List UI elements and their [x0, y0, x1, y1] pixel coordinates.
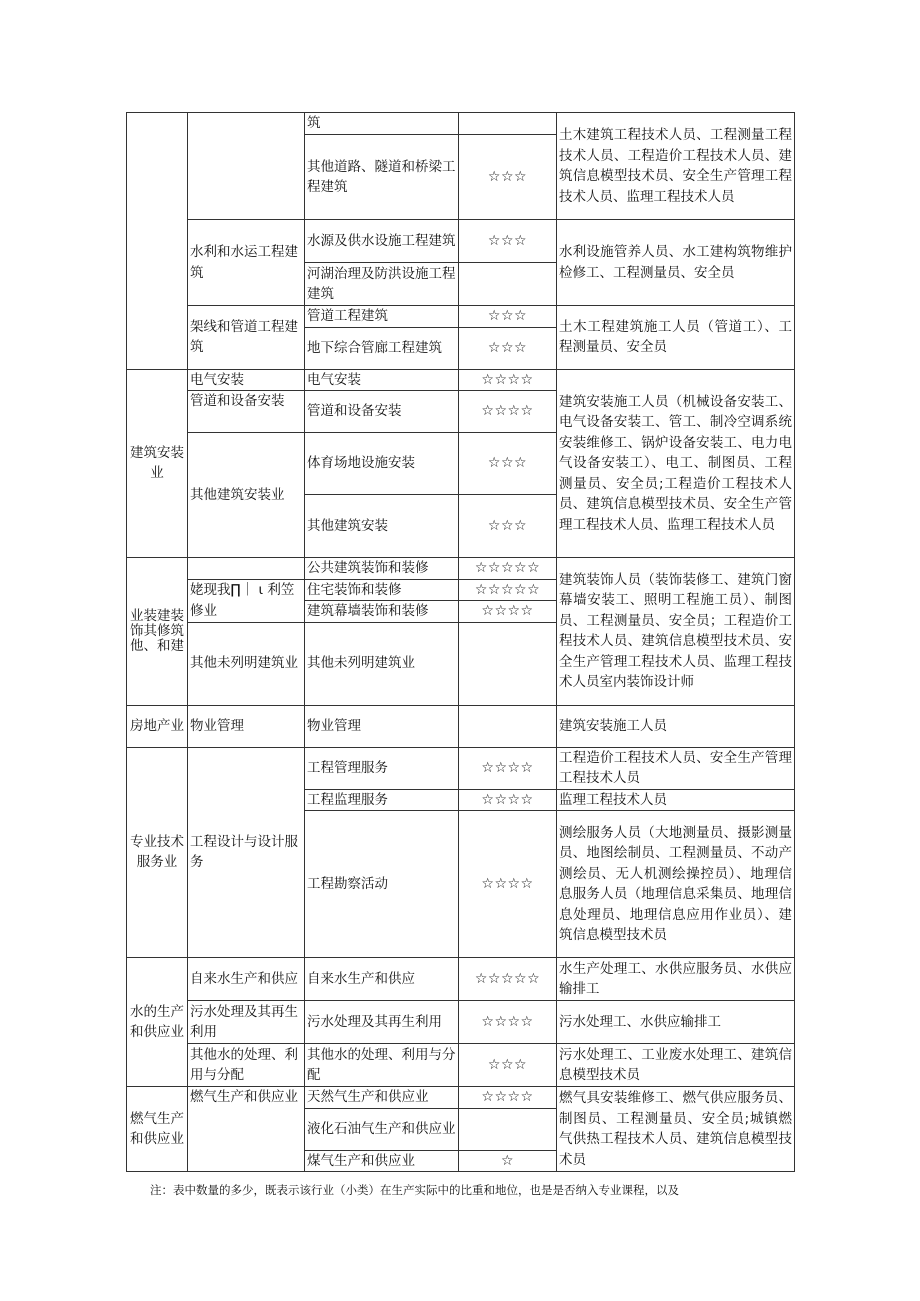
table-row [127, 369, 795, 391]
industry-cell: 建筑幕墙装饰和装修 [305, 601, 459, 623]
occupation-cell: 建筑装饰人员（装饰装修工、建筑门窗幕墙安装工、照明工程施工员）、制图员、工程测量员、安全员；工程造价工程技术人员、建筑信息模型技术员、安全生产管理工程技术人员、监理工程技术人员室内装饰设计师 [557, 558, 795, 706]
industry-cell: 其他建筑安装 [305, 495, 459, 558]
rating-cell [459, 1108, 557, 1150]
rating-cell: ☆☆☆ [459, 306, 557, 328]
industry-cell: 工程勘察活动 [305, 811, 459, 958]
industry-cell: 河湖治理及防洪设施工程建筑 [305, 263, 459, 306]
industry-cell: 管道工程建筑 [305, 306, 459, 328]
subcategory-cell: 物业管理 [188, 705, 305, 747]
category-cell [127, 113, 188, 370]
rating-cell: ☆ [459, 1150, 557, 1172]
subcategory-cell: 架线和管道工程建筑 [188, 306, 305, 370]
industry-cell: 其他未列明建筑业 [305, 622, 459, 705]
category-cell: 业装建装饰其修筑他、和建 [127, 558, 188, 706]
subcategory-cell [188, 558, 305, 580]
subcategory-cell: 其他建筑安装业 [188, 433, 305, 558]
occupation-cell: 水生产处理工、水供应服务员、水供应输排工 [557, 958, 795, 1001]
table-row [127, 1087, 795, 1109]
category-cell: 燃气生产和供应业 [127, 1087, 188, 1172]
subcategory-cell: 其他水的处理、利用与分配 [188, 1044, 305, 1087]
industry-cell: 自来水生产和供应 [305, 958, 459, 1001]
industry-cell: 电气安装 [305, 369, 459, 391]
table-row [127, 220, 795, 263]
rating-cell: ☆☆☆☆ [459, 789, 557, 811]
industry-occupation-table [126, 112, 795, 1172]
rating-cell: ☆☆☆ [459, 220, 557, 263]
rating-cell: ☆☆☆☆ [459, 391, 557, 433]
category-cell: 建筑安装业 [127, 369, 188, 558]
subcategory-cell: 水利和水运工程建筑 [188, 220, 305, 306]
rating-cell: ☆☆☆☆ [459, 601, 557, 623]
subcategory-cell: 工程设计与设计服务 [188, 747, 305, 958]
rating-cell [459, 705, 557, 747]
table-row [127, 705, 795, 747]
rating-cell: ☆☆☆☆ [459, 747, 557, 789]
industry-cell: 筑 [305, 113, 459, 135]
rating-cell: ☆☆☆☆☆ [459, 558, 557, 580]
industry-cell: 煤气生产和供应业 [305, 1150, 459, 1172]
table-row [127, 558, 795, 580]
subcategory-cell: 污水处理及其再生利用 [188, 1001, 305, 1044]
rating-cell: ☆☆☆☆ [459, 811, 557, 958]
industry-cell: 管道和设备安装 [305, 391, 459, 433]
rating-cell: ☆☆☆☆☆ [459, 958, 557, 1001]
rating-cell: ☆☆☆ [459, 433, 557, 495]
industry-cell: 其他道路、隧道和桥梁工程建筑 [305, 135, 459, 220]
industry-cell: 天然气生产和供应业 [305, 1087, 459, 1109]
category-cell: 专业技术服务业 [127, 747, 188, 958]
occupation-cell: 土木工程建筑施工人员（管道工）、工程测量员、安全员 [557, 306, 795, 370]
table-row [127, 1044, 795, 1087]
occupation-cell: 建筑安装施工人员 [557, 705, 795, 747]
subcategory-cell: 自来水生产和供应 [188, 958, 305, 1001]
rating-cell: ☆☆☆ [459, 1044, 557, 1087]
rating-cell: ☆☆☆☆ [459, 1087, 557, 1109]
occupation-cell: 测绘服务人员（大地测量员、摄影测量员、地图绘制员、工程测量员、不动产测绘员、无人机测绘操控员）、地理信息服务人员（地理信息采集员、地理信息处理员、地理信息应用作业员）、建筑信息模型技术员 [557, 811, 795, 958]
industry-cell: 工程监理服务 [305, 789, 459, 811]
occupation-cell: 燃气具安装维修工、燃气供应服务员、制图员、工程测量员、安全员;城镇燃气供热工程技术人员、建筑信息模型技术员 [557, 1087, 795, 1172]
rating-cell [459, 622, 557, 705]
industry-cell: 其他水的处理、利用与分配 [305, 1044, 459, 1087]
occupation-cell: 建筑安装施工人员（机械设备安装工、电气设备安装工、管工、制冷空调系统安装维修工、锅炉设备安装工、电力电气设备安装工）、电工、制图员、工程测量员、安全员;工程造价工程技术人员、建筑信息模型技术员、安全生产管理工程技术人员、监理工程技术人员 [557, 369, 795, 558]
category-cell: 房地产业 [127, 705, 188, 747]
occupation-cell: 污水处理工、水供应输排工 [557, 1001, 795, 1044]
industry-cell: 物业管理 [305, 705, 459, 747]
rating-cell: ☆☆☆ [459, 135, 557, 220]
rating-cell: ☆☆☆☆ [459, 1001, 557, 1044]
table-row [127, 958, 795, 1001]
table-row [127, 306, 795, 328]
category-cell: 水的生产和供应业 [127, 958, 188, 1087]
rating-cell: ☆☆☆☆☆ [459, 579, 557, 601]
table-footnote: 注：表中数量的多少，既表示该行业（小类）在生产实际中的比重和地位，也是是否纳入专业课程，以及 [150, 1183, 679, 1197]
occupation-cell: 监理工程技术人员 [557, 789, 795, 811]
industry-cell: 工程管理服务 [305, 747, 459, 789]
occupation-cell: 土木建筑工程技术人员、工程测量工程技术人员、工程造价工程技术人员、建筑信息模型技术员、安全生产管理工程技术人员、监理工程技术人员 [557, 113, 795, 220]
industry-cell: 地下综合管廊工程建筑 [305, 327, 459, 369]
industry-cell: 公共建筑装饰和装修 [305, 558, 459, 580]
subcategory-cell: 电气安装 [188, 369, 305, 391]
industry-cell: 住宅装饰和装修 [305, 579, 459, 601]
subcategory-cell: 姥现我∏｜ ι 利笠修业 [188, 579, 305, 622]
table-row [127, 747, 795, 789]
table-row [127, 113, 795, 135]
occupation-cell: 污水处理工、工业废水处理工、建筑信息模型技术员 [557, 1044, 795, 1087]
rating-cell [459, 263, 557, 306]
rating-cell: ☆☆☆ [459, 495, 557, 558]
table-row [127, 1001, 795, 1044]
subcategory-cell [188, 113, 305, 220]
subcategory-cell: 其他未列明建筑业 [188, 622, 305, 705]
industry-cell: 液化石油气生产和供应业 [305, 1108, 459, 1150]
industry-cell: 体育场地设施安装 [305, 433, 459, 495]
industry-cell: 水源及供水设施工程建筑 [305, 220, 459, 263]
rating-cell: ☆☆☆ [459, 327, 557, 369]
rating-cell [459, 113, 557, 135]
rating-cell: ☆☆☆☆ [459, 369, 557, 391]
subcategory-cell: 管道和设备安装 [188, 391, 305, 433]
subcategory-cell: 燃气生产和供应业 [188, 1087, 305, 1172]
occupation-cell: 工程造价工程技术人员、安全生产管理工程技术人员 [557, 747, 795, 789]
occupation-cell: 水利设施管养人员、水工建构筑物维护检修工、工程测量员、安全员 [557, 220, 795, 306]
industry-cell: 污水处理及其再生利用 [305, 1001, 459, 1044]
